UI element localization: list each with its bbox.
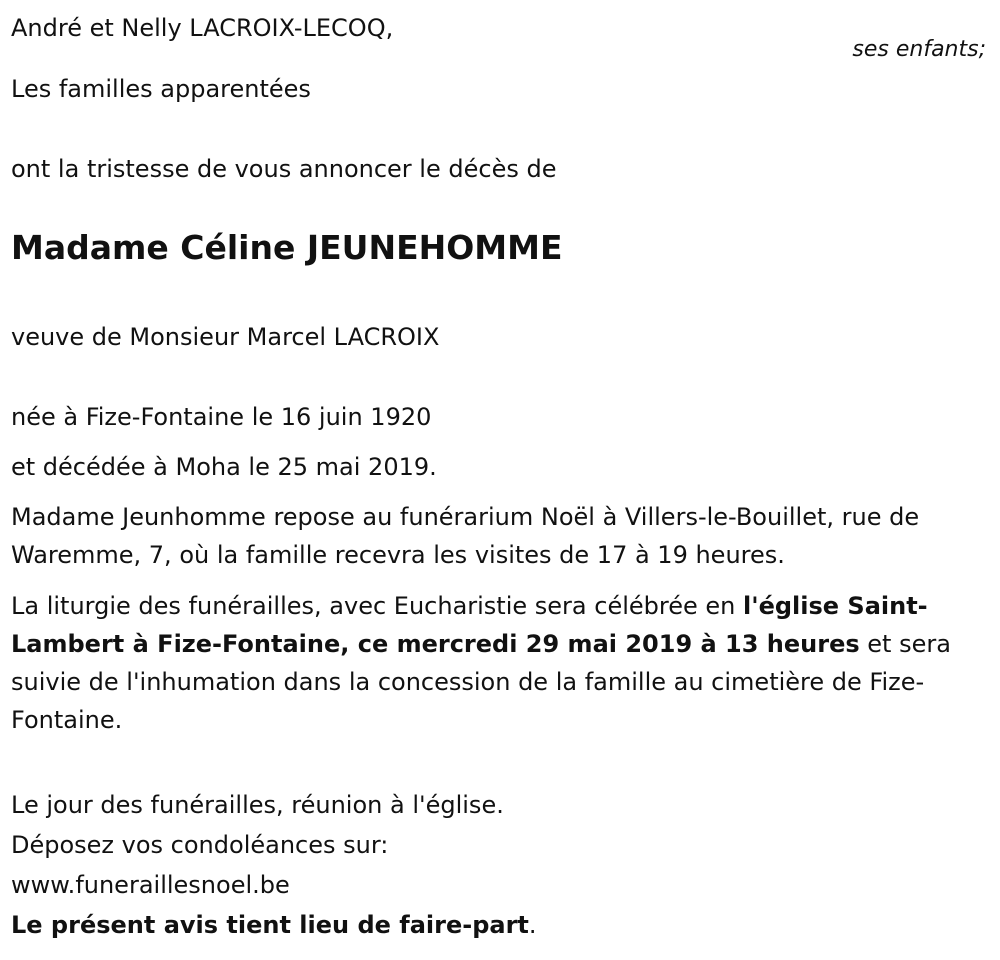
liturgy-text-start: La liturgie des funérailles, avec Eucharistie sera célébrée en	[11, 592, 743, 620]
notice-end: .	[528, 911, 537, 939]
liturgy-paragraph	[11, 587, 989, 739]
rest-paragraph: Madame Jeunhomme repose au funérarium Noël à Villers-le-Bouillet, rue de Waremme, 7, où la famille recevra les visites de 17 à 19 heures.	[11, 503, 920, 569]
meeting-text: Le jour des funérailles, réunion à l'église.	[11, 791, 504, 819]
family-role: ses enfants;	[852, 37, 986, 62]
liturgy-text-end: et sera suivie de l'inhumation dans la concession de la famille au cimetière de Fize-Fontaine.	[11, 630, 951, 734]
notice-bold: Le présent avis tient lieu de faire-part	[11, 911, 529, 939]
liturgy-location-bold: l'église Saint-Lambert à Fize-Fontaine, ce mercredi 29 mai 2019 à 13 heures	[11, 592, 928, 658]
deceased-name: Madame Céline JEUNEHOMME	[11, 228, 563, 267]
death-text: et décédée à Moha le 25 mai 2019.	[11, 453, 437, 481]
condolences-text: Déposez vos condoléances sur:	[11, 831, 389, 859]
family-line-1: André et Nelly LACROIX-LECOQ,	[11, 14, 394, 42]
announcement-text: ont la tristesse de vous annoncer le décès de	[11, 155, 557, 183]
family-line-2: Les familles apparentées	[11, 75, 311, 103]
website-link[interactable]: www.funeraillesnoel.be	[11, 871, 290, 899]
notice-line	[11, 910, 537, 940]
widow-of-text: veuve de Monsieur Marcel LACROIX	[11, 323, 440, 351]
birth-text: née à Fize-Fontaine le 16 juin 1920	[11, 403, 432, 431]
